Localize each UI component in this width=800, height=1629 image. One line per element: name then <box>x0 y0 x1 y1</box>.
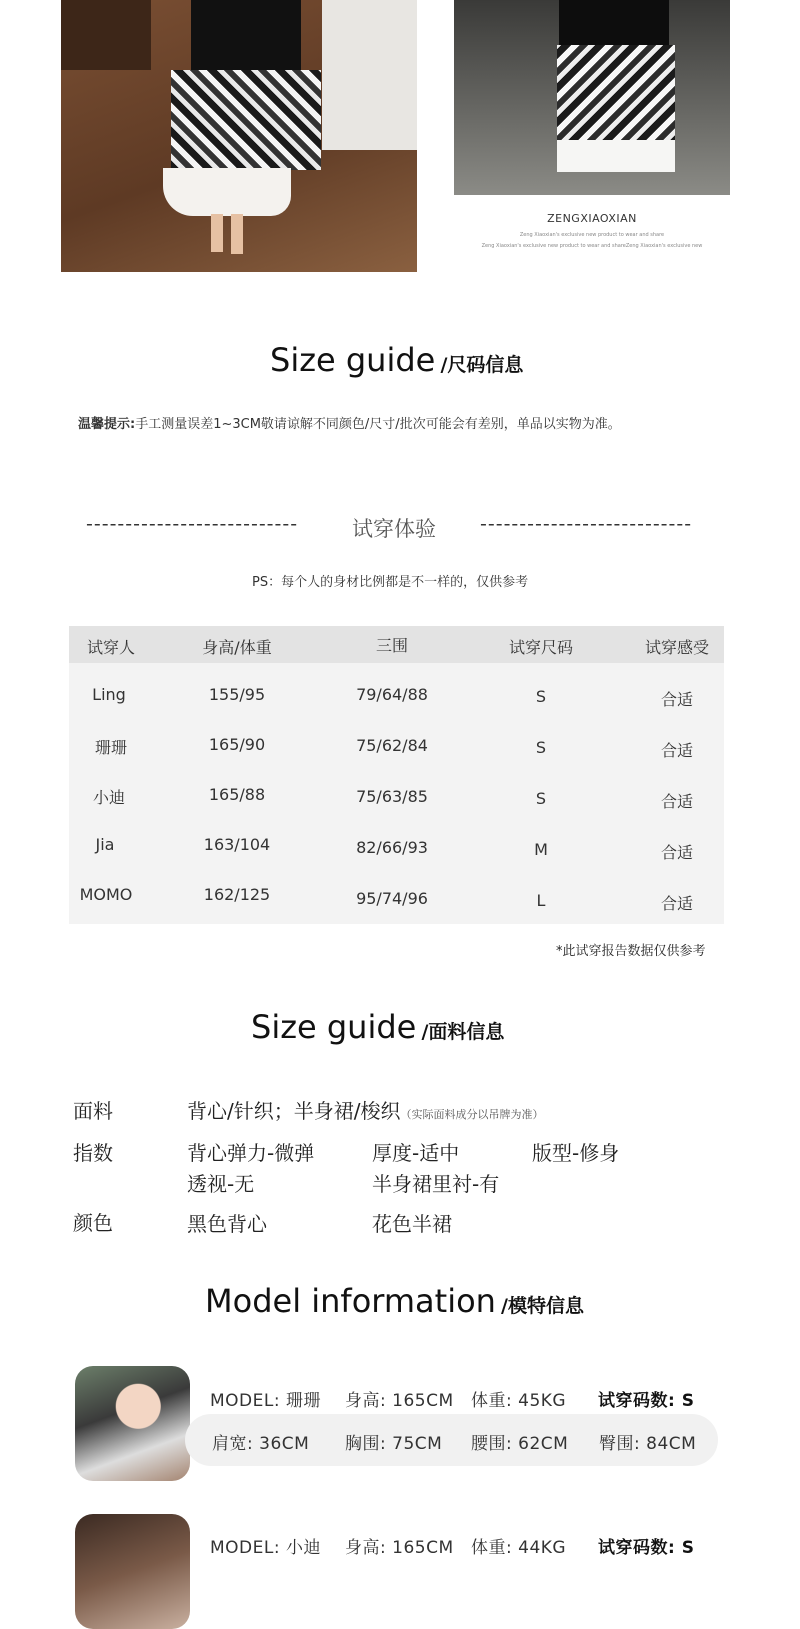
divider-left: --------------------------- <box>86 513 299 535</box>
model-waist: 腰围: 62CM <box>471 1434 569 1454</box>
header-feeling: 试穿感受 <box>644 638 710 657</box>
model-weight-2: 体重: 44KG <box>471 1538 567 1558</box>
fabric-heading <box>251 1008 504 1046</box>
model-shoulder: 肩宽: 36CM <box>212 1434 310 1454</box>
model-hip: 臀围: 84CM <box>599 1434 697 1454</box>
model-size: 试穿码数: S <box>598 1391 695 1411</box>
fabric-label: 面料 <box>73 1099 113 1123</box>
header-measurements: 三围 <box>375 636 409 655</box>
tryon-table <box>69 626 724 924</box>
row-measurements: 82/66/93 <box>356 838 428 857</box>
row-size: S <box>535 687 547 706</box>
product-photo-right <box>454 0 730 195</box>
brand-tagline: Zeng Xiaoxian's exclusive new product to wear and share <box>519 232 665 238</box>
header-tester: 试穿人 <box>86 638 136 657</box>
index-lining: 半身裙里衬-有 <box>372 1172 500 1196</box>
model-info-title-cn: /模特信息 <box>501 1295 584 1317</box>
tip-text: 手工测量误差1~3CM敬请谅解不同颜色/尺寸/批次可能会有差别，单品以实物为准。 <box>135 417 621 432</box>
model-name: MODEL: 珊珊 <box>210 1391 321 1411</box>
row-height-weight: 163/104 <box>203 835 271 854</box>
table-header-row <box>69 626 724 663</box>
row-tester: MOMO <box>79 885 133 904</box>
row-measurements: 95/74/96 <box>356 889 428 908</box>
row-height-weight: 162/125 <box>203 885 271 904</box>
row-feeling: 合适 <box>660 894 694 913</box>
model-size-2: 试穿码数: S <box>598 1538 695 1558</box>
model-bust: 胸围: 75CM <box>345 1434 443 1454</box>
size-guide-title-cn: /尺码信息 <box>440 354 524 376</box>
model-info-heading <box>205 1282 584 1320</box>
color-label: 颜色 <box>73 1211 113 1235</box>
material-value: 背心/针织；半身裙/梭织 <box>187 1099 401 1123</box>
row-feeling: 合适 <box>660 792 694 811</box>
row-measurements: 75/62/84 <box>356 736 428 755</box>
size-guide-heading <box>270 341 523 379</box>
fabric-material <box>187 1095 543 1124</box>
model-height: 身高: 165CM <box>345 1391 454 1411</box>
row-feeling: 合适 <box>660 741 694 760</box>
model-info-title-en: Model information <box>205 1282 496 1320</box>
row-measurements: 75/63/85 <box>356 787 428 806</box>
row-tester: Ling <box>92 685 126 704</box>
row-size: L <box>536 891 546 910</box>
row-height-weight: 165/90 <box>208 735 266 754</box>
size-guide-title-en: Size guide <box>270 341 436 379</box>
color-skirt: 花色半裙 <box>372 1212 452 1236</box>
model-name-2: MODEL: 小迪 <box>210 1538 321 1558</box>
index-thickness: 厚度-适中 <box>372 1141 460 1165</box>
fabric-title-en: Size guide <box>251 1008 417 1046</box>
brand-tagline-2: Zeng Xiaoxian's exclusive new product to wear and shareZeng Xiaoxian's exclusive new <box>481 243 703 249</box>
model-avatar <box>75 1366 190 1481</box>
color-top: 黑色背心 <box>187 1212 267 1236</box>
row-feeling: 合适 <box>660 843 694 862</box>
row-measurements: 79/64/88 <box>356 685 428 704</box>
tryon-ps-note: PS：每个人的身材比例都是不一样的，仅供参考 <box>252 575 529 590</box>
fabric-title-cn: /面料信息 <box>421 1021 505 1043</box>
header-height-weight: 身高/体重 <box>202 638 272 657</box>
material-note: （实际面料成分以吊牌为准） <box>400 1108 544 1121</box>
row-tester: 小迪 <box>92 788 126 807</box>
model-avatar-2 <box>75 1514 190 1629</box>
row-height-weight: 165/88 <box>208 785 266 804</box>
tryon-title: 试穿体验 <box>352 517 436 541</box>
row-height-weight: 155/95 <box>208 685 266 704</box>
row-tester: Jia <box>95 835 115 854</box>
model-height-2: 身高: 165CM <box>345 1538 454 1558</box>
tip-label: 温馨提示: <box>78 417 136 432</box>
row-size: S <box>535 789 547 808</box>
product-photo-left <box>61 0 417 272</box>
header-size: 试穿尺码 <box>508 638 574 657</box>
row-size: S <box>535 738 547 757</box>
row-feeling: 合适 <box>660 690 694 709</box>
index-transparency: 透视-无 <box>187 1172 255 1196</box>
row-tester: 珊珊 <box>94 738 128 757</box>
model-weight: 体重: 45KG <box>471 1391 567 1411</box>
measurement-tip <box>78 413 621 432</box>
index-elasticity: 背心弹力-微弹 <box>187 1141 315 1165</box>
divider-right: --------------------------- <box>480 513 693 535</box>
brand-name: ZENGXIAOXIAN <box>547 212 637 225</box>
index-label: 指数 <box>73 1141 113 1165</box>
row-size: M <box>534 840 548 859</box>
table-footnote: *此试穿报告数据仅供参考 <box>556 944 706 959</box>
index-fit: 版型-修身 <box>532 1141 620 1165</box>
